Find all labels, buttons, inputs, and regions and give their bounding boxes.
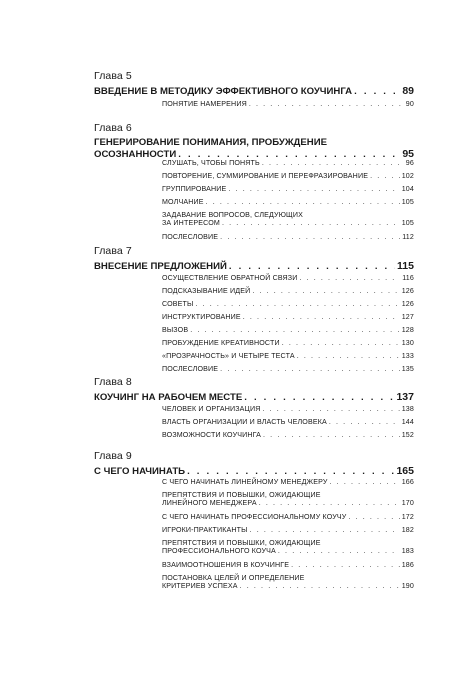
chapter-9	[94, 450, 414, 477]
leader-dots	[329, 418, 400, 426]
entry-page-number: 182	[401, 526, 414, 534]
entry-title: ОСУЩЕСТВЛЕНИЕ ОБРАТНОЙ СВЯЗИ	[162, 274, 298, 282]
entry-title: СОВЕТЫ	[162, 300, 194, 308]
entry-page-number: 126	[401, 300, 414, 308]
entry-title: С ЧЕГО НАЧИНАТЬ ПРОФЕССИОНАЛЬНОМУ КОУЧУ	[162, 513, 347, 521]
entry-title: ЛИНЕЙНОГО МЕНЕДЖЕРА	[162, 499, 257, 508]
entry-title-line1: ПРЕПЯТСТВИЯ И ПОВЫШКИ, ОЖИДАЮЩИЕ	[162, 539, 321, 547]
entry-page-number: 170	[401, 499, 414, 508]
entry-page-number: 105	[401, 198, 414, 206]
chapter-title: ОСОЗНАННОСТИ	[94, 149, 177, 160]
toc-entry[interactable]	[162, 491, 414, 513]
toc-entry[interactable]	[162, 405, 414, 418]
chapter-7	[94, 245, 414, 272]
leader-dots	[206, 198, 400, 206]
chapter-page-number: 95	[402, 148, 414, 160]
entry-page-number: 128	[401, 326, 414, 334]
chapter-title: С ЧЕГО НАЧИНАТЬ	[94, 466, 186, 477]
chapter-label: Глава 5	[94, 70, 132, 82]
entry-page-number: 104	[401, 185, 414, 193]
entry-title-line1: ПОСТАНОВКА ЦЕЛЕЙ И ОПРЕДЕЛЕНИЕ	[162, 574, 305, 582]
chapter-label: Глава 8	[94, 376, 132, 388]
toc-entry[interactable]	[162, 300, 414, 313]
leader-dots	[278, 547, 400, 555]
chapter-title-row[interactable]	[94, 85, 414, 97]
toc-entry[interactable]	[162, 539, 414, 561]
leader-dots	[250, 526, 400, 534]
leader-dots	[263, 431, 400, 439]
chapter-title: КОУЧИНГ НА РАБОЧЕМ МЕСТЕ	[94, 392, 243, 403]
leader-dots	[187, 466, 394, 477]
entry-title: ВЫЗОВ	[162, 326, 189, 334]
leader-dots	[259, 499, 400, 507]
leader-dots	[262, 159, 404, 167]
entry-title: С ЧЕГО НАЧИНАТЬ ЛИНЕЙНОМУ МЕНЕДЖЕРУ	[162, 478, 328, 486]
leader-dots	[252, 287, 399, 295]
entry-title: ВЗАИМООТНОШЕНИЯ В КОУЧИНГЕ	[162, 561, 290, 569]
chapter-title: ВВЕДЕНИЕ В МЕТОДИКУ ЭФФЕКТИВНОГО КОУЧИНГА	[94, 86, 353, 97]
entry-title: ВЛАСТЬ ОРГАНИЗАЦИИ И ВЛАСТЬ ЧЕЛОВЕКА	[162, 418, 327, 426]
entry-page-number: 186	[401, 561, 414, 569]
toc-entry[interactable]	[162, 185, 414, 198]
leader-dots	[330, 478, 400, 486]
toc-entry[interactable]	[162, 513, 414, 526]
leader-dots	[354, 86, 400, 97]
toc-entry[interactable]	[162, 561, 414, 574]
chapter-6-entries	[162, 159, 414, 246]
toc-entry[interactable]	[162, 431, 414, 444]
entry-page-number: 105	[401, 219, 414, 228]
chapter-page-number: 89	[402, 85, 414, 97]
entry-title: ЗА ИНТЕРЕСОМ	[162, 219, 220, 228]
chapter-5-entries	[162, 100, 414, 113]
chapter-label: Глава 9	[94, 450, 132, 462]
entry-title: СЛУШАТЬ, ЧТОБЫ ПОНЯТЬ	[162, 159, 260, 167]
leader-dots	[190, 326, 399, 334]
toc-entry[interactable]	[162, 198, 414, 211]
leader-dots	[262, 405, 399, 413]
leader-dots	[299, 274, 400, 282]
chapter-6	[94, 122, 414, 160]
toc-entry[interactable]	[162, 159, 414, 172]
entry-page-number: 138	[401, 405, 414, 413]
toc-entry[interactable]	[162, 526, 414, 539]
leader-dots	[370, 172, 400, 180]
entry-title: ИГРОКИ-ПРАКТИКАНТЫ	[162, 526, 248, 534]
entry-title: ГРУППИРОВАНИЕ	[162, 185, 227, 193]
entry-page-number: 152	[401, 431, 414, 439]
toc-entry[interactable]	[162, 326, 414, 339]
entry-title: ВОЗМОЖНОСТИ КОУЧИНГА	[162, 431, 262, 439]
chapter-7-entries	[162, 274, 414, 378]
leader-dots	[282, 339, 400, 347]
chapter-page-number: 115	[397, 260, 414, 272]
entry-title: ПОДСКАЗЫВАНИЕ ИДЕЙ	[162, 287, 251, 295]
entry-title: ПОВТОРЕНИЕ, СУММИРОВАНИЕ И ПЕРЕФРАЗИРОВАНИЕ	[162, 172, 369, 180]
entry-page-number: 172	[401, 513, 414, 521]
entry-page-number: 116	[402, 274, 414, 282]
chapter-9-entries	[162, 478, 414, 596]
entry-page-number: 144	[401, 418, 414, 426]
leader-dots	[240, 582, 400, 590]
entry-title: МОЛЧАНИЕ	[162, 198, 204, 206]
toc-entry[interactable]	[162, 574, 414, 596]
chapter-title: ВНЕСЕНИЕ ПРЕДЛОЖЕНИЙ	[94, 261, 227, 272]
toc-entry[interactable]	[162, 100, 414, 113]
leader-dots	[229, 261, 395, 272]
toc-entry[interactable]	[162, 211, 414, 233]
entry-page-number: 126	[401, 287, 414, 295]
entry-title: ПОСЛЕСЛОВИЕ	[162, 365, 219, 373]
leader-dots	[195, 300, 399, 308]
entry-title: ПОСЛЕСЛОВИЕ	[162, 233, 219, 241]
chapter-title-row[interactable]	[94, 391, 414, 403]
entry-title: «ПРОЗРАЧНОСТЬ» И ЧЕТЫРЕ ТЕСТА	[162, 352, 295, 360]
chapter-8	[94, 376, 414, 403]
leader-dots	[244, 392, 394, 403]
chapter-8-entries	[162, 405, 414, 444]
entry-page-number: 127	[401, 313, 414, 321]
chapter-page-number: 165	[396, 465, 414, 477]
entry-title: ЧЕЛОВЕК И ОРГАНИЗАЦИЯ	[162, 405, 261, 413]
chapter-page-number: 137	[396, 391, 414, 403]
leader-dots	[220, 365, 400, 373]
chapter-5	[94, 70, 414, 97]
entry-page-number: 90	[405, 100, 414, 108]
leader-dots	[228, 185, 399, 193]
entry-page-number: 166	[401, 478, 414, 486]
leader-dots	[297, 352, 400, 360]
chapter-title-line1: ГЕНЕРИРОВАНИЕ ПОНИМАНИЯ, ПРОБУЖДЕНИЕ	[94, 137, 327, 148]
chapter-label: Глава 6	[94, 122, 132, 134]
toc-entry[interactable]	[162, 339, 414, 352]
toc-entry[interactable]	[162, 352, 414, 365]
entry-title: ПРОФЕССИОНАЛЬНОГО КОУЧА	[162, 547, 276, 556]
entry-title: КРИТЕРИЕВ УСПЕХА	[162, 582, 238, 591]
entry-page-number: 133	[401, 352, 414, 360]
entry-page-number: 130	[401, 339, 414, 347]
entry-title-line1: ПРЕПЯТСТВИЯ И ПОВЫШКИ, ОЖИДАЮЩИЕ	[162, 491, 321, 499]
leader-dots	[249, 100, 404, 108]
entry-title-line1: ЗАДАВАНИЕ ВОПРОСОВ, СЛЕДУЮЩИХ	[162, 211, 303, 219]
entry-title: ПОНЯТИЕ НАМЕРЕНИЯ	[162, 100, 247, 108]
entry-page-number: 190	[401, 582, 414, 591]
leader-dots	[348, 513, 399, 521]
leader-dots	[222, 219, 400, 227]
toc-entry[interactable]	[162, 274, 414, 287]
entry-title: ПРОБУЖДЕНИЕ КРЕАТИВНОСТИ	[162, 339, 280, 347]
toc-entry[interactable]	[162, 478, 414, 491]
entry-page-number: 112	[402, 233, 414, 241]
entry-page-number: 135	[401, 365, 414, 373]
chapter-label: Глава 7	[94, 245, 132, 257]
toc-entry[interactable]	[162, 287, 414, 300]
leader-dots	[220, 233, 400, 241]
chapter-title-row[interactable]	[94, 260, 414, 272]
toc-entry[interactable]	[162, 313, 414, 326]
entry-page-number: 96	[405, 159, 414, 167]
toc-entry[interactable]	[162, 172, 414, 185]
leader-dots	[291, 561, 400, 569]
entry-page-number: 102	[401, 172, 414, 180]
entry-page-number: 183	[401, 547, 414, 556]
leader-dots	[243, 313, 400, 321]
toc-entry[interactable]	[162, 418, 414, 431]
chapter-title-row[interactable]	[94, 465, 414, 477]
entry-title: ИНСТРУКТИРОВАНИЕ	[162, 313, 241, 321]
